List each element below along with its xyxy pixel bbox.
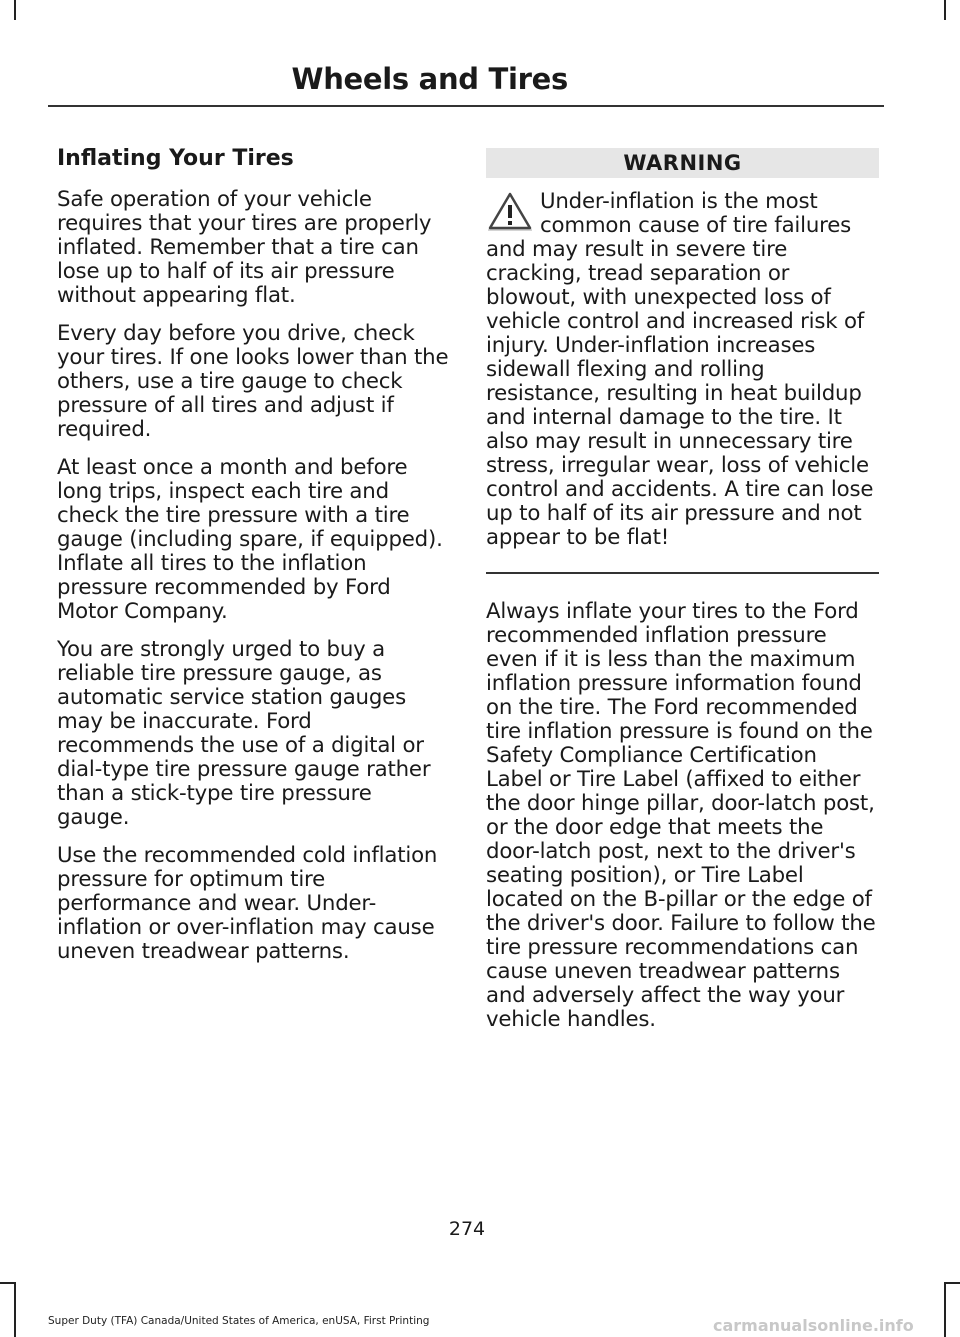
right-column xyxy=(486,148,879,1046)
paragraph: At least once a month and before long trips, inspect each tire and check the tire pressure with a tire gauge (including spare, if equipped). Inflate all tires to the inflation pressure recommended by Ford Motor Company. xyxy=(57,455,443,624)
footer-text: Super Duty (TFA) Canada/United States of America, enUSA, First Printing xyxy=(48,1315,430,1327)
crop-mark-bottom-left-h xyxy=(0,1282,16,1284)
crop-mark-bottom-left-v xyxy=(14,1282,16,1337)
warning-body xyxy=(486,190,879,550)
header-rule xyxy=(48,105,884,107)
crop-mark-bottom-right-v xyxy=(944,1282,946,1337)
section-title: Inflating Your Tires xyxy=(57,146,294,171)
page-number: 274 xyxy=(448,1218,486,1240)
paragraph: Use the recommended cold inflation pressure for optimum tire performance and wear. Under-inflation or over-inflation may cause uneven treadwear patterns. xyxy=(57,843,438,964)
warning-triangle-icon xyxy=(486,190,534,234)
crop-mark-top-right-v xyxy=(944,0,946,20)
paragraph: You are strongly urged to buy a reliable tire pressure gauge, as automatic service station gauges may be inaccurate. Ford recommends the use of a digital or dial-type tire pressure gauge rather than a stick-type tire pressure gauge. xyxy=(57,637,431,830)
crop-mark-bottom-right-h xyxy=(944,1282,960,1284)
crop-mark-top-left-v xyxy=(14,0,16,20)
paragraph: Every day before you drive, check your tires. If one looks lower than the others, use a tire gauge to check pressure of all tires and adjust if required. xyxy=(57,321,449,442)
left-column xyxy=(57,144,449,978)
watermark: carmanualsonline.info xyxy=(713,1316,914,1335)
paragraph: Safe operation of your vehicle requires that your tires are properly inflated. Remember that a tire can lose up to half of its air pressure without appearing flat. xyxy=(57,187,432,308)
warning-box xyxy=(486,148,879,574)
paragraph: Always inflate your tires to the Ford recommended inflation pressure even if it is less than the maximum inflation pressure information found on the tire. The Ford recommended tire inflation pressure is found on the Safety Compliance Certification Label or Tire Label (affixed to either the door hinge pillar, door-latch post, or the door edge that meets the door-latch post, next to the driver's seating position), or Tire Label located on the B-pillar or the edge of the driver's door. Failure to follow the tire pressure recommendations can cause uneven treadwear patterns and adversely affect the way your vehicle handles. xyxy=(486,599,876,1032)
warning-rule xyxy=(486,572,879,574)
warning-text: Under-inflation is the most common cause of tire failures and may result in severe tire cracking, tread separation or blowout, with unexpected loss of vehicle control and increased risk of injury. Under-inflation increases sidewall flexing and rolling resistance, resulting in heat buildup and internal damage to the tire. It also may result in unnecessary tire stress, irregular wear, loss of vehicle control and accidents. A tire can lose up to half of its air pressure and not appear to be flat! xyxy=(486,189,874,550)
warning-label: WARNING xyxy=(486,148,879,178)
